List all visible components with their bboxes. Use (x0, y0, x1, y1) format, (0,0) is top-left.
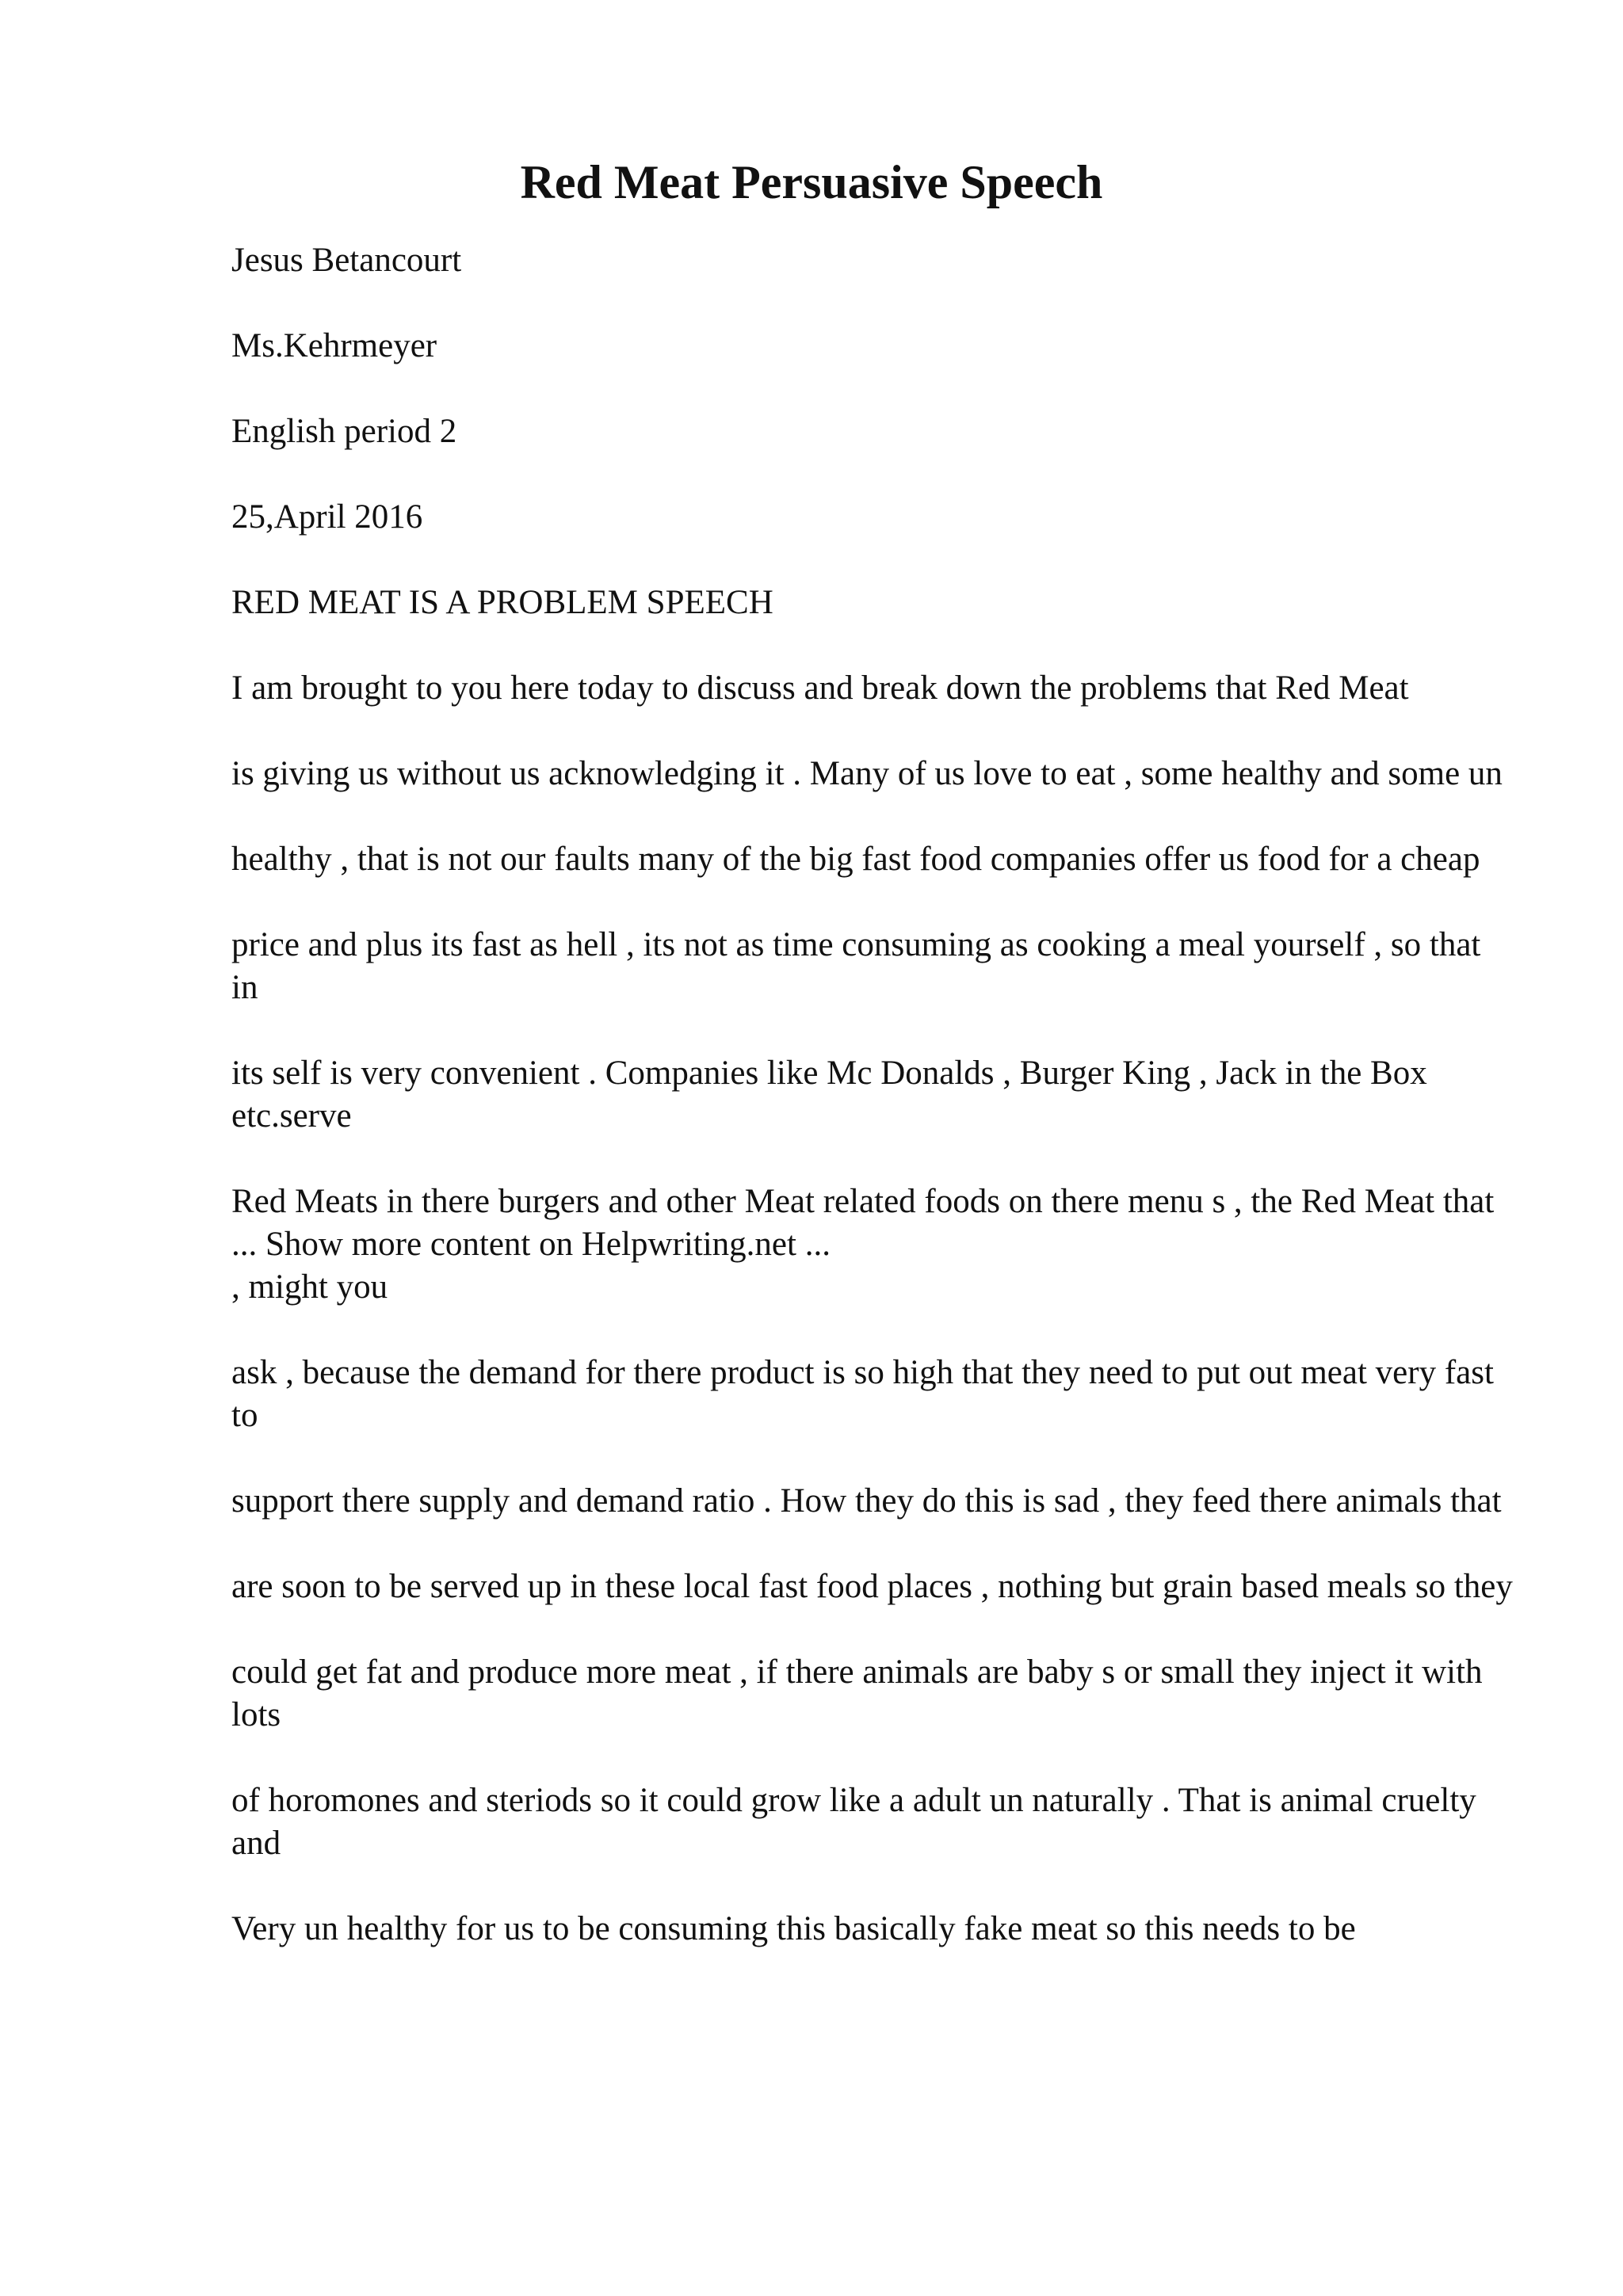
paragraph: Red Meats in there burgers and other Meat related foods on there menu s , the Red Meat that ... Show more content on Helpwriting.net ... (231, 1183, 1495, 1263)
paragraph: are soon to be served up in these local fast food places , nothing but grain based meals so they (231, 1568, 1513, 1605)
paragraph: support there supply and demand ratio . How they do this is sad , they feed there animals that (231, 1482, 1502, 1520)
paragraph: Very un healthy for us to be consuming this basically fake meat so this needs to be (231, 1910, 1356, 1947)
document-body (231, 239, 1515, 1993)
speech-heading: RED MEAT IS A PROBLEM SPEECH (231, 584, 773, 621)
paragraph: I am brought to you here today to discuss and break down the problems that Red Meat (231, 669, 1409, 707)
date-line: 25,April 2016 (231, 498, 423, 536)
paragraph: ask , because the demand for there product is so high that they need to put out meat very fast to (231, 1354, 1494, 1434)
paragraph: price and plus its fast as hell , its not as time consuming as cooking a meal yourself , so that in (231, 926, 1481, 1006)
paragraph: of horomones and steriods so it could grow like a adult un naturally . That is animal cruelty and (231, 1782, 1476, 1862)
paragraph: could get fat and produce more meat , if there animals are baby s or small they inject it with lots (231, 1653, 1483, 1733)
document-title: Red Meat Persuasive Speech (520, 156, 1103, 208)
paragraph: healthy , that is not our faults many of the big fast food companies offer us food for a cheap (231, 841, 1480, 878)
teacher-line: Ms.Kehrmeyer (231, 327, 437, 364)
paragraph: , might you (231, 1268, 388, 1306)
class-line: English period 2 (231, 413, 457, 450)
paragraph: its self is very convenient . Companies like Mc Donalds , Burger King , Jack in the Box etc.serve (231, 1055, 1427, 1135)
author-line: Jesus Betancourt (231, 242, 462, 279)
paragraph: is giving us without us acknowledging it . Many of us love to eat , some healthy and some un (231, 755, 1503, 792)
